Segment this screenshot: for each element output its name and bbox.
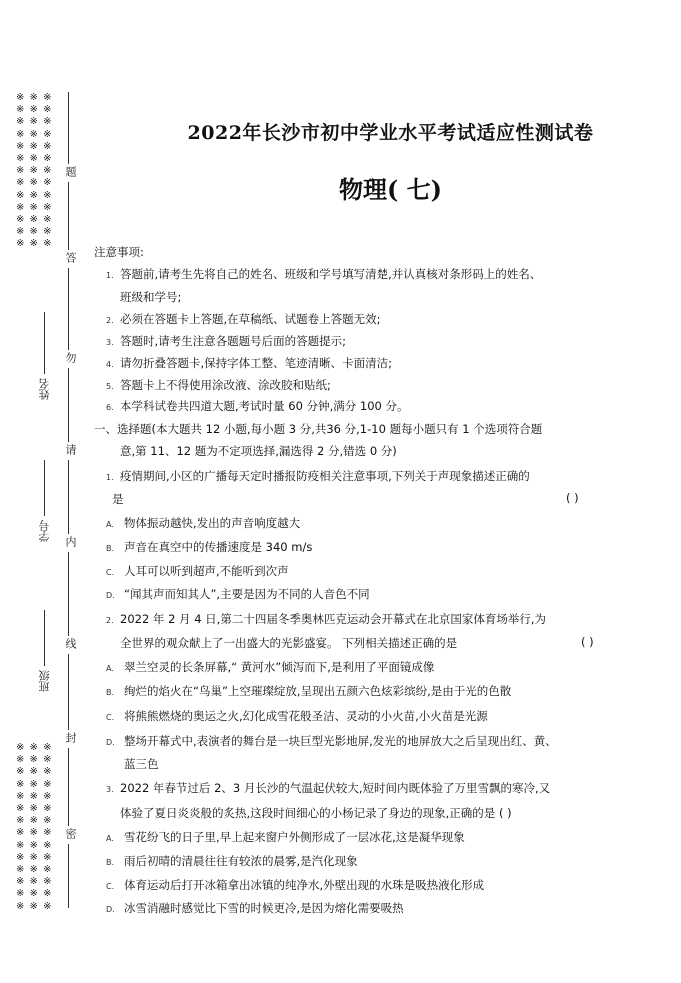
option-text: 声音在真空中的传播速度是 340 m/s: [124, 540, 313, 554]
exam-title: 2022年长沙市初中学业水平考试适应性测试卷: [187, 122, 594, 144]
notice-number: 6.: [106, 403, 114, 412]
seal-line-segment: [68, 182, 69, 250]
notice-item: [106, 266, 541, 282]
seal-line-segment: [68, 92, 69, 164]
notice-text: 请勿折叠答题卡,保持字体工整、笔迹清晰、卡面清洁;: [120, 356, 393, 370]
name-label: 姓名: [38, 378, 51, 400]
seal-line-segment: [68, 268, 69, 350]
question-stem: [106, 780, 550, 796]
notice-item: [106, 377, 331, 393]
option-label: C.: [106, 713, 115, 722]
option-text: 将熊熊燃烧的奥运之火,幻化成雪花般圣洁、灵动的小火苗,小火苗是光源: [124, 709, 488, 723]
option-label: A.: [106, 520, 114, 529]
star-border-bottom: ※ ※ ※ ※ ※ ※ ※ ※ ※ ※ ※ ※ ※ ※ ※ ※ ※ ※ ※ ※ ※ ※ ※ ※ ※ ※ ※ ※ ※ ※ ※ ※ ※ ※ ※ ※ ※ ※ ※ ※ ※ ※: [16, 742, 53, 912]
seal-char: 题: [64, 166, 77, 177]
star-border-top: ※ ※ ※ ※ ※ ※ ※ ※ ※ ※ ※ ※ ※ ※ ※ ※ ※ ※ ※ ※ ※ ※ ※ ※ ※ ※ ※ ※ ※ ※ ※ ※ ※ ※ ※ ※ ※ ※ ※: [16, 92, 53, 250]
option-text: 雪花纷飞的日子里,早上起来窗户外侧形成了一层冰花,这是凝华现象: [124, 830, 465, 844]
seal-line-segment: [68, 368, 69, 442]
option[interactable]: [106, 900, 404, 916]
question-number: 2.: [106, 616, 114, 625]
notice-number: 3.: [106, 338, 114, 347]
option-label: A.: [106, 664, 114, 673]
option-text: 冰雪消融时感觉比下雪的时候更冷,是因为熔化需要吸热: [124, 901, 404, 915]
seal-line-segment: [68, 748, 69, 826]
option-text: 体育运动后打开冰箱拿出冰镇的纯净水,外壁出现的水珠是吸热液化形成: [124, 878, 485, 892]
question-number: 3.: [106, 785, 114, 794]
student-id-label: 学号: [38, 520, 51, 542]
option-label: C.: [106, 568, 115, 577]
seal-char: 请: [64, 444, 77, 455]
option[interactable]: [106, 877, 484, 893]
binding-strip: [0, 0, 100, 983]
option[interactable]: [106, 563, 289, 579]
seal-line-segment: [68, 552, 69, 636]
notice-text-cont: 班级和学号;: [120, 290, 182, 304]
option-text: 翠兰空灵的长条屏幕,“ 黄河水”倾泻而下,是利用了平面镜成像: [124, 660, 435, 674]
option-label: D.: [106, 905, 115, 914]
option[interactable]: [106, 829, 465, 845]
question-text: 疫情期间,小区的广播每天定时播报防疫相关注意事项,下列关于声现象描述正确的: [120, 469, 530, 483]
answer-bracket[interactable]: ( ): [566, 491, 579, 505]
seal-char: 线: [64, 638, 77, 649]
question-text-cont: 全世界的观众献上了一出盛大的光影盛宴。 下列相关描述正确的是: [120, 636, 458, 650]
question-number: 1.: [106, 473, 114, 482]
option-label: B.: [106, 858, 115, 867]
notice-item: [106, 333, 346, 349]
question-stem: [106, 468, 530, 484]
seal-char: 封: [64, 732, 77, 743]
option[interactable]: [106, 733, 557, 749]
option-text: 雨后初晴的清晨往往有较浓的晨雾,是汽化现象: [124, 854, 358, 868]
option-label: C.: [106, 882, 115, 891]
seal-char: 内: [64, 536, 77, 547]
option[interactable]: [106, 586, 370, 602]
class-field-line[interactable]: [44, 610, 45, 666]
student-id-field-line[interactable]: [44, 460, 45, 516]
notice-text: 答题时,请考生注意各题题号后面的答题提示;: [120, 334, 347, 348]
notice-text: 必须在答题卡上答题,在草稿纸、试题卷上答题无效;: [120, 312, 381, 326]
question-text-cont: 体验了夏日炎炎般的炙热,这段时间细心的小杨记录了身边的现象,正确的是 ( ): [120, 806, 512, 820]
notice-number: 4.: [106, 360, 114, 369]
name-field-line[interactable]: [44, 312, 45, 374]
option-label: B.: [106, 688, 115, 697]
section-heading: 一、选择题(本大题共 12 小题,每小题 3 分,共36 分,1-10 题每小题只有 1 个选项符合题: [94, 422, 543, 436]
notice-item: [106, 311, 381, 327]
question-text: 2022 年春节过后 2、3 月长沙的气温起伏较大,短时间内既体验了万里雪飘的寒冷,又: [120, 781, 551, 795]
option[interactable]: [106, 539, 312, 555]
notice-text: 答题前,请考生先将自己的姓名、班级和学号填写清楚,并认真核对条形码上的姓名、: [120, 267, 542, 281]
notice-heading: 注意事项:: [94, 245, 144, 259]
question-text-cont: 是: [112, 492, 124, 506]
option[interactable]: [106, 853, 358, 869]
exam-subtitle: 物理( 七): [338, 175, 443, 204]
seal-line-segment: [68, 654, 69, 730]
notice-text: 答题卡上不得使用涂改液、涂改胶和贴纸;: [120, 378, 331, 392]
option-text: “闻其声而知其人”,主要是因为不同的人音色不同: [124, 587, 370, 601]
option-text: 人耳可以听到超声,不能听到次声: [124, 564, 289, 578]
option-text: 绚烂的焰火在“鸟巢”上空璀璨绽放,呈现出五颜六色炫彩缤纷,是由于光的色散: [124, 684, 512, 698]
class-label: 班级: [38, 670, 51, 692]
seal-char: 勿: [64, 352, 77, 363]
option-label: D.: [106, 738, 115, 747]
option-text-cont: 蓝三色: [124, 757, 159, 771]
notice-text: 本学科试卷共四道大题,考试时量 60 分钟,满分 100 分。: [120, 399, 409, 413]
seal-line-segment: [68, 460, 69, 534]
seal-char: 密: [64, 828, 77, 839]
notice-number: 2.: [106, 316, 114, 325]
option[interactable]: [106, 708, 488, 724]
seal-char: 答: [64, 252, 77, 263]
option[interactable]: [106, 659, 434, 675]
option-text: 物体振动越快,发出的声音响度越大: [124, 516, 301, 530]
section-heading-cont: 意,第 11、12 题为不定项选择,漏选得 2 分,错选 0 分): [120, 444, 397, 458]
notice-item: [106, 355, 392, 371]
option[interactable]: [106, 683, 511, 699]
option[interactable]: [106, 515, 300, 531]
question-stem: [106, 611, 546, 627]
option-label: D.: [106, 591, 115, 600]
question-text: 2022 年 2 月 4 日,第二十四届冬季奥林匹克运动会开幕式在北京国家体育场举行,为: [120, 612, 546, 626]
answer-bracket[interactable]: ( ): [581, 635, 594, 649]
notice-item: [106, 398, 409, 414]
option-label: B.: [106, 544, 115, 553]
option-label: A.: [106, 834, 114, 843]
notice-number: 1.: [106, 271, 114, 280]
notice-number: 5.: [106, 382, 114, 391]
option-text: 整场开幕式中,表演者的舞台是一块巨型光影地屏,发光的地屏放大之后呈现出红、黄、: [124, 734, 557, 748]
seal-line-segment: [68, 844, 69, 908]
